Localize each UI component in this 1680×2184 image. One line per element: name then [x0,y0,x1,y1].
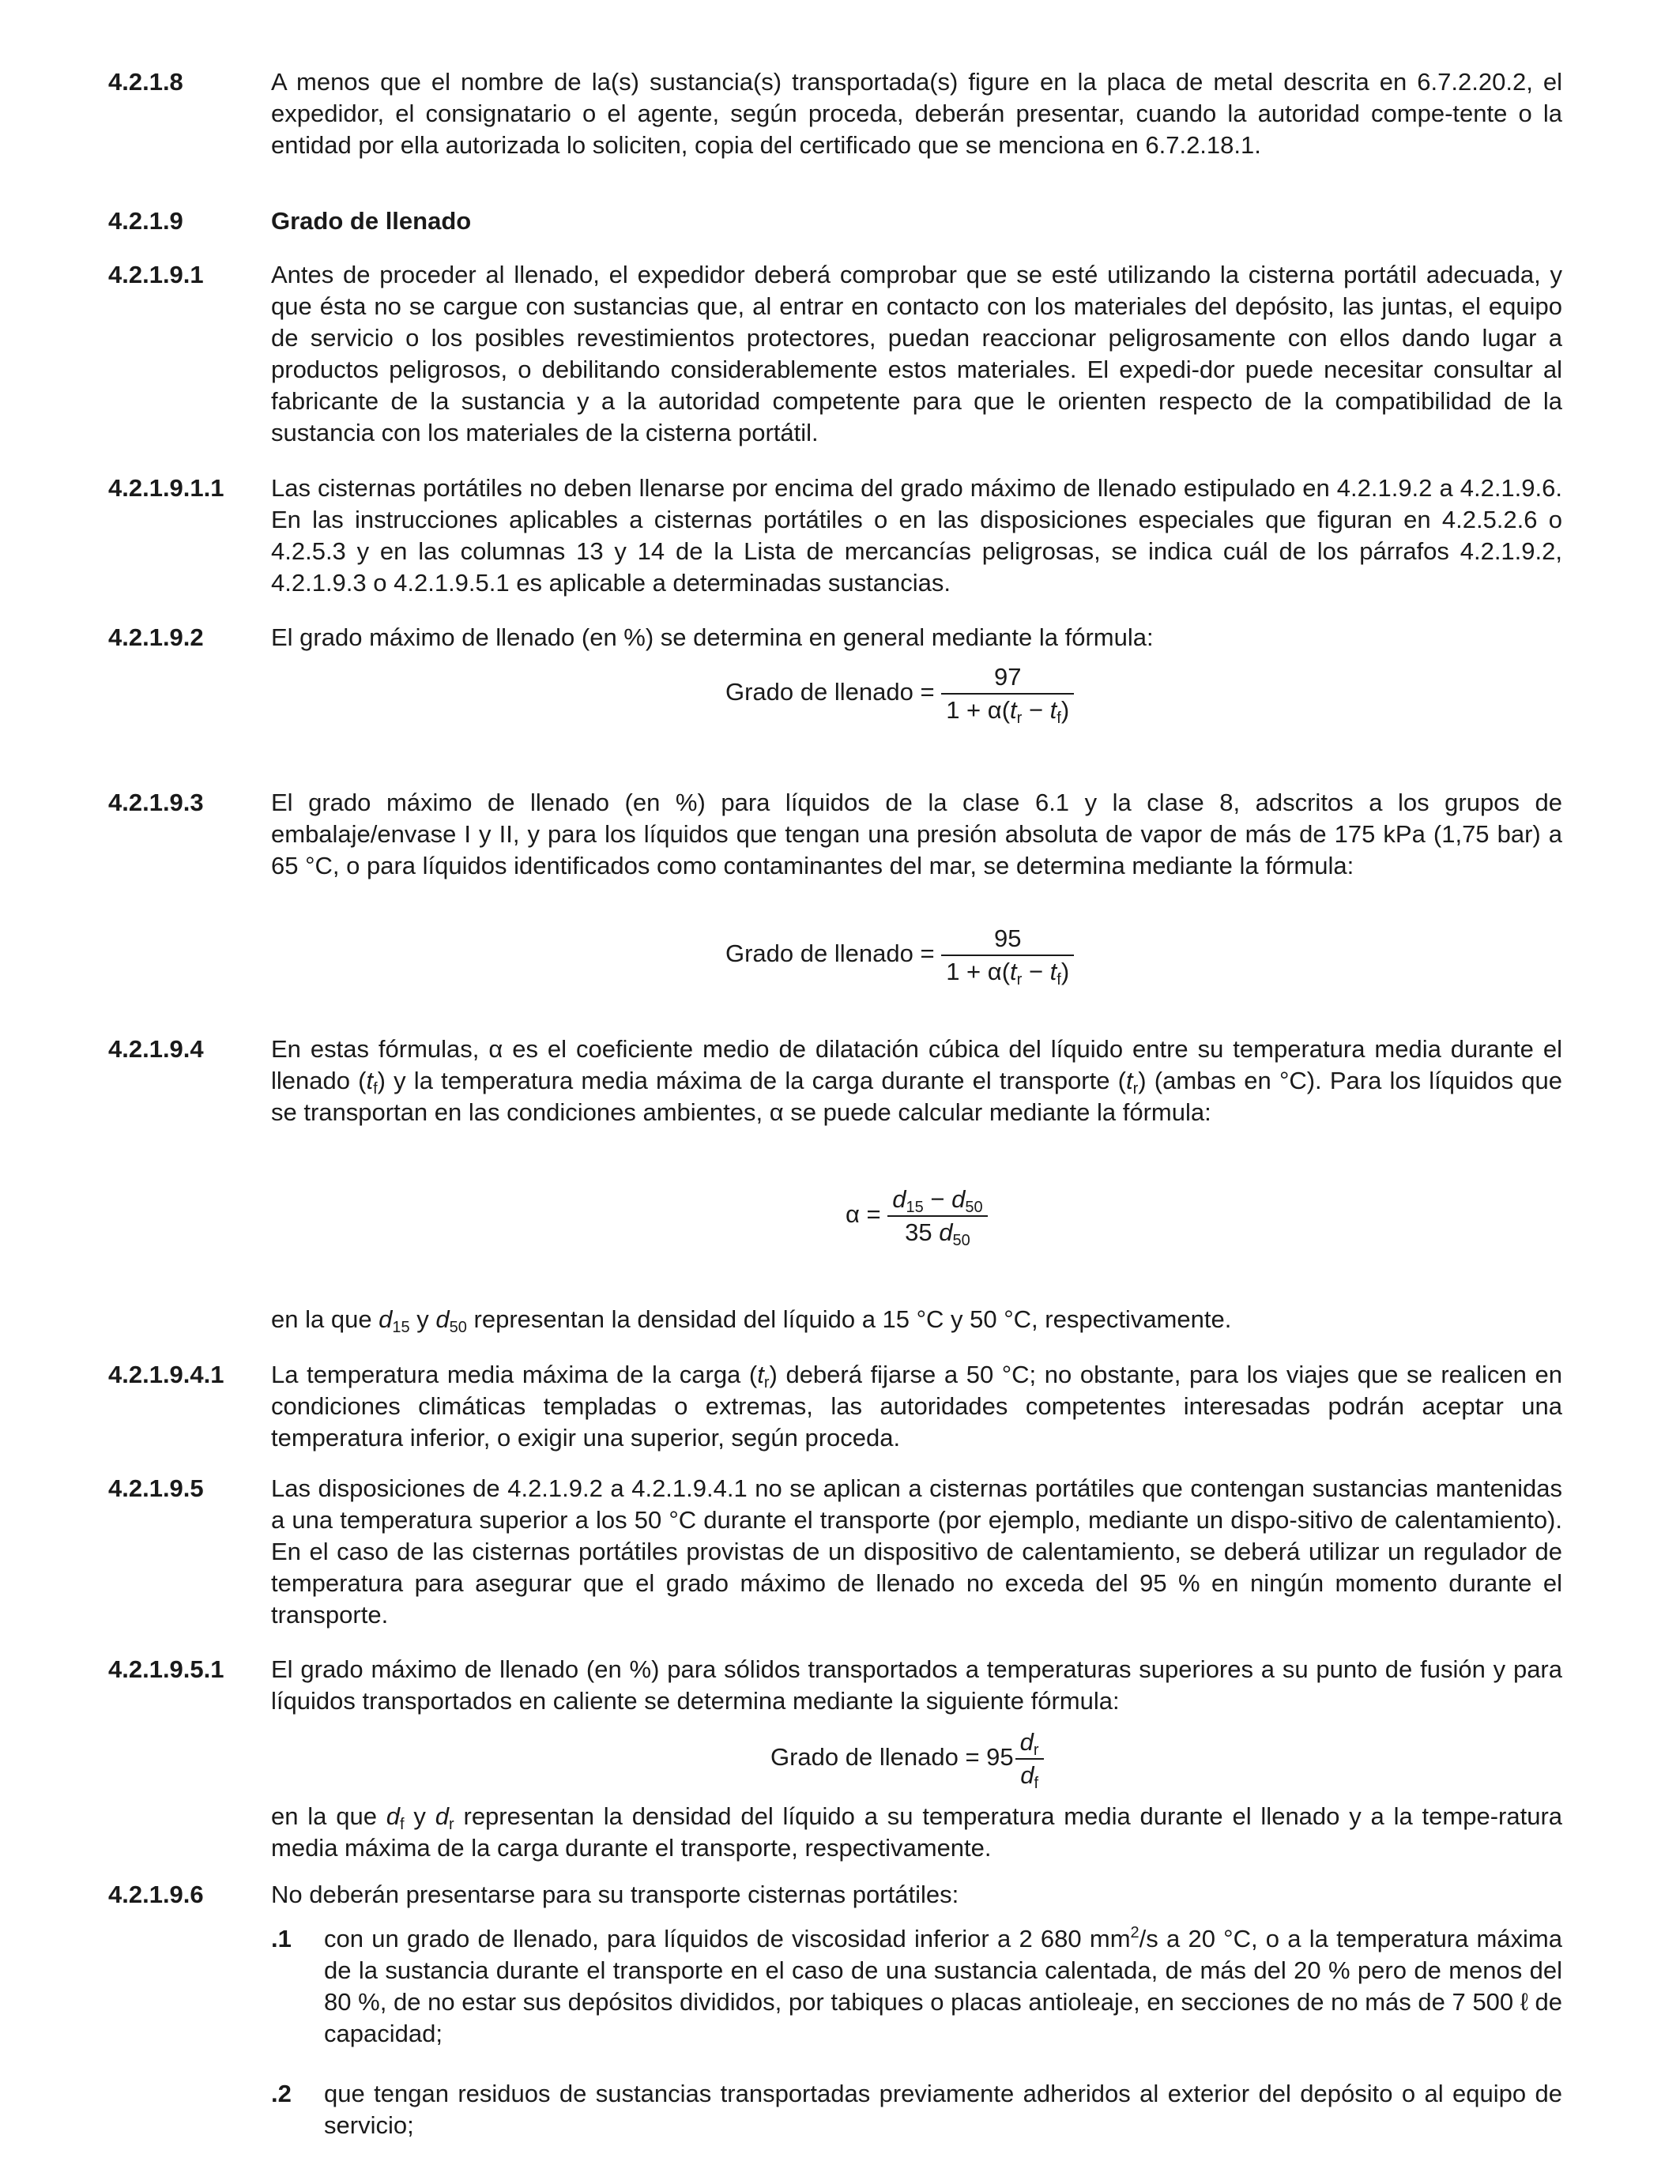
fraction [887,1184,987,1248]
paragraph: en la que $d_f$ y $d_r$ representan la densidad del líquido a su temperatura media durante el llenado y a la tempe-ratura media máxima de la carga durante el transporte, respectivamente. [271,1802,1563,1862]
paragraph: A menos que el nombre de la(s) sustancia(s) transportada(s) figure en la placa de metal descrita en 6.7.2.20.2, el expedidor, el consignatario o el agente, según proceda, deberán presentar, cuando la autoridad compe-tente o la entidad por ella autorizada lo soliciten, copia del certificado que se menciona en 6.7.2.18.1. [271,68,1562,159]
fill-formula-95 [725,923,1074,988]
formula-label: Grado de llenado [725,939,913,968]
section-number: 4.2.1.9.1.1 [108,474,224,502]
denominator: $d_f$ [1020,1761,1039,1792]
fill-formula-97 [725,661,1074,726]
paragraph: Las disposiciones de 4.2.1.9.2 a 4.2.1.9.4.1 no se aplican a cisternas portátiles que contengan sustancias mantenidas a una temperatura superior a los 50 °C durante el transporte (por ejemplo, mediante un dispo-sitivo de calentamiento). En el caso de las cisternas portátiles provistas de un dispositivo de calentamiento, se deberá utilizar un regulador de temperatura para asegurar que el grado máximo de llenado no exceda del 95 % en ningún momento durante el transporte. [271,1474,1562,1629]
denominator: 35 $d_{50}$ [905,1218,970,1249]
section-number: 4.2.1.9.4.1 [108,1361,224,1388]
alpha-formula [846,1184,988,1248]
section-number: 4.2.1.9.1 [108,261,204,288]
numerator: $d_{15} - d_{50}$ [887,1184,987,1217]
paragraph: La temperatura media máxima de la carga $(t_r)$ deberá fijarse a 50 °C; no obstante, para los viajes que se realicen en condiciones climáticas templadas o extremas, las autoridades competentes interesadas podrán aceptar una temperatura inferior, o exigir una superior, según proceda. [271,1361,1562,1452]
section-number: 4.2.1.9.2 [108,623,204,651]
section-number: 4.2.1.9 [108,207,183,235]
paragraph: El grado máximo de llenado (en %) para líquidos de la clase 6.1 y la clase 8, adscritos a los grupos de embalaje/envase I y II, y para los líquidos que tengan una presión absoluta de vapor de más de 175 kPa (1,75 bar) a 65 °C, o para líquidos identificados como contaminantes del mar, se determina mediante la fórmula: [271,789,1562,879]
paragraph: Las cisternas portátiles no deben llenarse por encima del grado máximo de llenado estipulado en 4.2.1.9.2 a 4.2.1.9.6. En las instrucciones aplicables a cisternas portátiles o en las disposiciones especiales que figuran en 4.2.5.2.6 o 4.2.5.3 y en las columnas 13 y 14 de la Lista de mercancías peligrosas, se indica cuál de los párrafos 4.2.1.9.2, 4.2.1.9.3 o 4.2.1.9.5.1 es aplicable a determinadas sustancias. [271,474,1562,597]
section-number: 4.2.1.9.5.1 [108,1655,224,1683]
denominator: $1 + \alpha(t_r - t_f)$ [946,958,1070,988]
fraction [1015,1726,1044,1791]
paragraph: El grado máximo de llenado (en %) se determina en general mediante la fórmula: [271,623,1154,651]
numerator: $d_r$ [1015,1726,1044,1760]
section-number: 4.2.1.9.5 [108,1474,204,1502]
fraction [941,923,1074,988]
formula-equals: = [920,678,935,706]
formula-equals: = 95 [965,1743,1014,1772]
list-item-text: con un grado de llenado, para líquidos de viscosidad inferior a 2 680 $mm^2/s$ a 20 °C, o a la temperatura máxima de la sustancia durante el transporte en el caso de una sustancia calentada, de más del 20 % pero de menos del 80 %, de no estar sus depósitos divididos, por tabiques o placas antioleaje, en secciones de no más de 7 500 ℓ de capacidad; [324,1924,1562,2047]
paragraph: en la que $d_{15}$ y $d_{50}$ representan la densidad del líquido a 15 °C y 50 °C, respectivamente. [271,1305,1232,1336]
numerator: 95 [941,923,1074,956]
section-number: 4.2.1.9.3 [108,789,204,816]
formula-label: Grado de llenado [725,678,913,706]
section-number: 4.2.1.9.4 [108,1035,204,1063]
numerator: 97 [941,661,1074,695]
list-item-text: que tengan residuos de sustancias transportadas previamente adheridos al exterior del depósito o al equipo de servicio; [324,2080,1562,2139]
paragraph: En estas fórmulas, α es el coeficiente medio de dilatación cúbica del líquido entre su temperatura media durante el llenado $(t_f)$ y la temperatura media máxima de la carga durante el transporte $(t_r)$ (ambas en °C). Para los líquidos que se transportan en las condiciones ambientes, α se puede calcular mediante la fórmula: [271,1035,1562,1126]
fill-formula-solids [770,1726,1044,1791]
list-item-number: .2 [271,2080,292,2107]
formula-label: Grado de llenado [770,1743,959,1772]
fraction [941,661,1074,726]
formula-lhs: α = [846,1200,881,1229]
list-item-number: .1 [271,1925,292,1952]
denominator: $1 + \alpha(t_r - t_f)$ [946,696,1070,727]
paragraph: No deberán presentarse para su transporte cisternas portátiles: [271,1881,959,1908]
paragraph: El grado máximo de llenado (en %) para sólidos transportados a temperaturas superiores a su punto de fusión y para líquidos transportados en caliente se determina mediante la siguiente fórmula: [271,1655,1562,1715]
section-heading: Grado de llenado [271,207,472,235]
section-number: 4.2.1.9.6 [108,1881,204,1908]
paragraph: Antes de proceder al llenado, el expedidor deberá comprobar que se esté utilizando la cisterna portátil adecuada, y que ésta no se cargue con sustancias que, al entrar en contacto con los materiales del depósito, las juntas, el equipo de servicio o los posibles revestimientos protectores, puedan reaccionar peligrosamente con ellos dando lugar a productos peligrosos, o debilitando considerablemente estos materiales. El expedi-dor puede necesitar consultar al fabricante de la sustancia y a la autoridad competente para que le orienten respecto de la compatibilidad de la sustancia con los materiales de la cisterna portátil. [271,261,1562,446]
formula-equals: = [920,939,935,968]
section-number: 4.2.1.8 [108,68,183,96]
